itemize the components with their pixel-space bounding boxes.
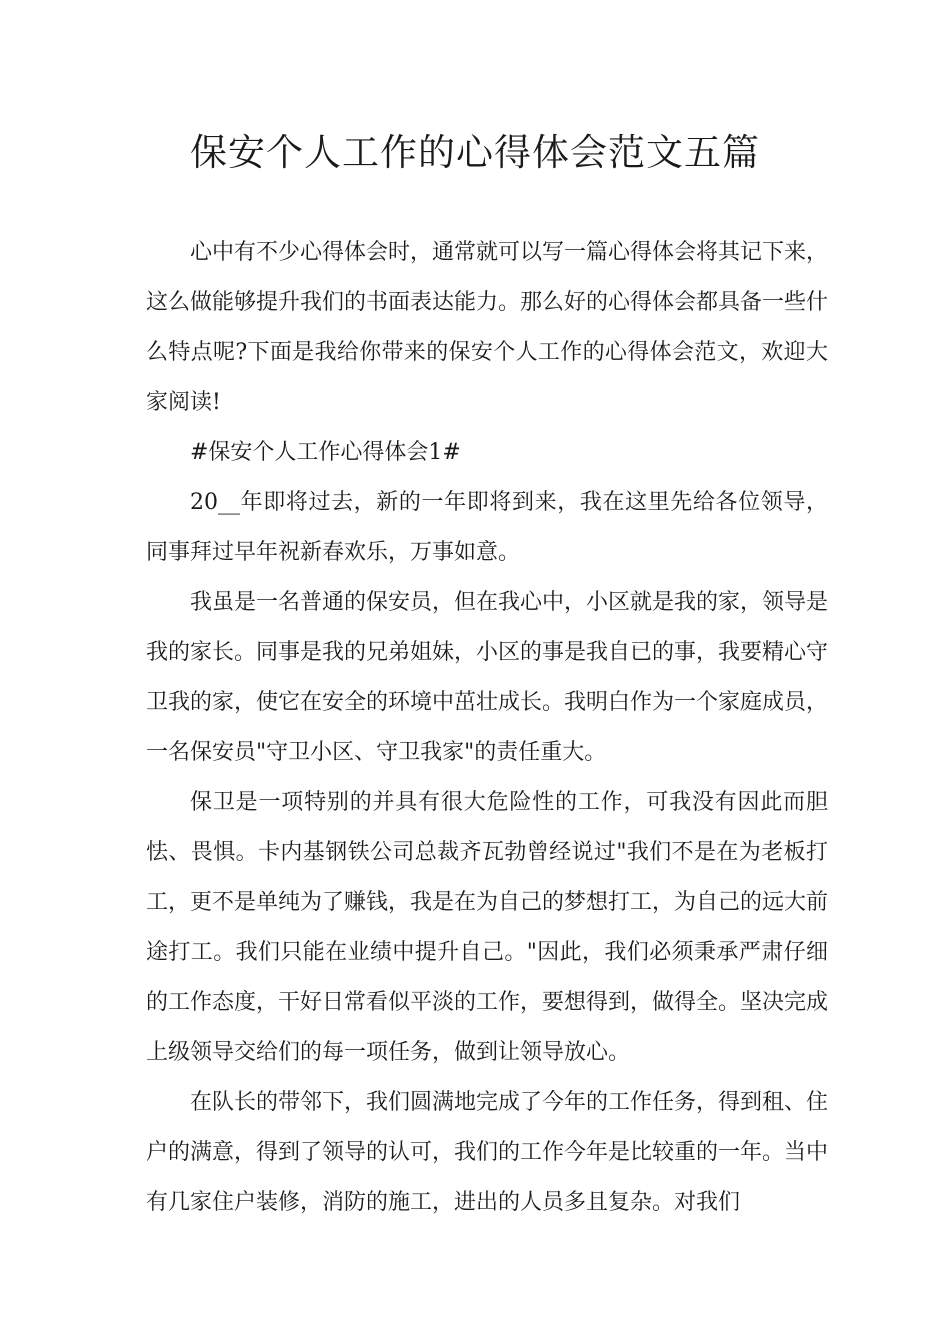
document-body — [146, 228, 828, 1228]
paragraph: 20__年即将过去，新的一年即将到来，我在这里先给各位领导，同事拜过早年祝新春欢乐，万事如意。 — [146, 490, 828, 565]
paragraph: 在队长的带邻下，我们圆满地完成了今年的工作任务，得到租、住户的满意，得到了领导的认可，我们的工作今年是比较重的一年。当中有几家住户装修，消防的施工，进出的人员多且复杂。对我们 — [146, 1090, 829, 1215]
document-title: 保安个人工作的心得体会范文五篇 — [190, 131, 760, 174]
paragraph: 我虽是一名普通的保安员，但在我心中，小区就是我的家，领导是我的家长。同事是我的兄弟姐妹，小区的事是我自已的事，我要精心守卫我的家，使它在安全的环境中茁壮成长。我明白作为一个家庭成员，一名保安员"守卫小区、守卫我家"的责任重大。 — [146, 590, 829, 765]
paragraph-intro: 心中有不少心得体会时，通常就可以写一篇心得体会将其记下来，这么做能够提升我们的书面表达能力。那么好的心得体会都具备一些什么特点呢?下面是我给你带来的保安个人工作的心得体会范文，欢迎大家阅读! — [146, 240, 829, 415]
section-heading: #保安个人工作心得体会1# — [190, 440, 461, 465]
paragraph: 保卫是一项特别的并具有很大危险性的工作，可我没有因此而胆怯、畏惧。卡内基钢铁公司总裁齐瓦勃曾经说过"我们不是在为老板打工，更不是单纯为了赚钱，我是在为自己的梦想打工，为自己的远大前途打工。我们只能在业绩中提升自己。"因此，我们必须秉承严肃仔细的工作态度，干好日常看似平淡的工作，要想得到，做得全。坚决完成上级领导交给们的每一项任务，做到让领导放心。 — [146, 790, 829, 1065]
